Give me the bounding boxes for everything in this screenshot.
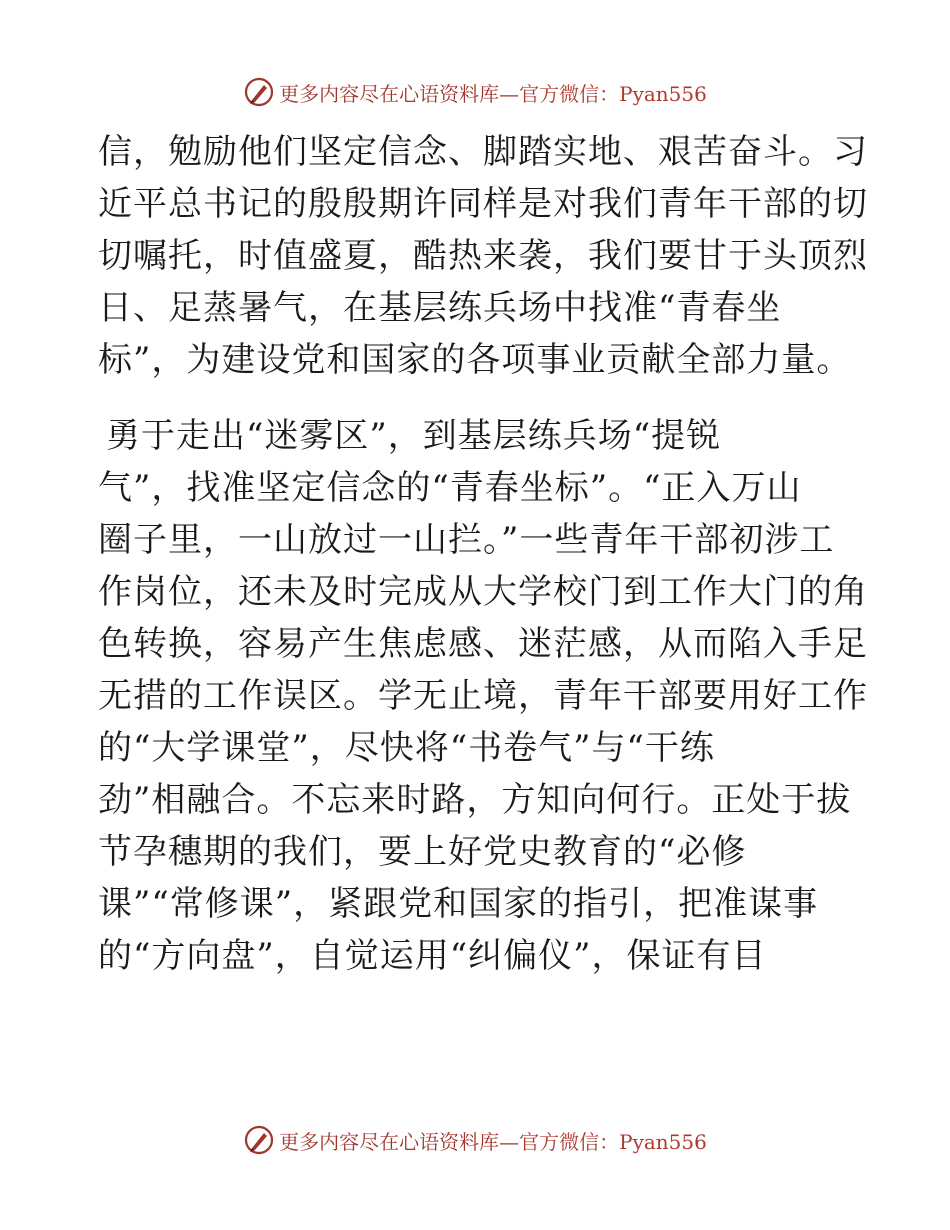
banner-site-text: 更多内容尽在心语资料库 [279, 1129, 500, 1154]
banner-wechat-text: 官方微信：Pyan556 [519, 81, 707, 106]
text-line: 色转换，容易产生焦虑感、迷茫感，从而陷入手足 [98, 624, 868, 664]
document-body [98, 126, 868, 982]
text-line: 气”，找准坚定信念的“青春坐标”。“正入万山 [98, 468, 802, 508]
text-line: 信，勉励他们坚定信念、脚踏实地、艰苦奋斗。习 [98, 132, 868, 172]
text-line: 的“大学课堂”，尽快将“书卷气”与“干练 [98, 728, 715, 768]
banner-text [279, 1126, 707, 1155]
paragraph-gap [98, 386, 858, 410]
paragraph-1 [98, 126, 868, 386]
text-line: 勇于走出“迷雾区”，到基层练兵场“提锐 [106, 416, 722, 456]
header-banner [0, 72, 950, 112]
text-line: 课”“常修课”，紧跟党和国家的指引，把准谋事 [98, 884, 819, 924]
red-pen-logo-icon [243, 1124, 275, 1156]
text-line: 节孕穗期的我们，要上好党史教育的“必修 [98, 832, 747, 872]
text-line: 作岗位，还未及时完成从大学校门到工作大门的角 [98, 572, 868, 612]
text-line: 标”，为建设党和国家的各项事业贡献全部力量。 [98, 340, 852, 380]
text-line: 日、足蒸暑气，在基层练兵场中找准“青春坐 [98, 288, 782, 328]
text-line: 劲”相融合。不忘来时路，方知向何行。正处于拔 [98, 780, 852, 820]
banner-separator: — [499, 1129, 520, 1154]
red-pen-logo-icon [243, 76, 275, 108]
text-line: 的“方向盘”，自觉运用“纠偏仪”，保证有目 [98, 936, 767, 976]
paragraph-2 [98, 410, 868, 982]
banner-text [279, 78, 707, 107]
banner-separator: — [499, 81, 520, 106]
footer-banner [0, 1120, 950, 1160]
banner-site-text: 更多内容尽在心语资料库 [279, 81, 500, 106]
text-line: 近平总书记的殷殷期许同样是对我们青年干部的切 [98, 184, 868, 224]
text-line: 无措的工作误区。学无止境，青年干部要用好工作 [98, 676, 868, 716]
text-line: 切嘱托，时值盛夏，酷热来袭，我们要甘于头顶烈 [98, 236, 868, 276]
banner-wechat-text: 官方微信：Pyan556 [519, 1129, 707, 1154]
text-line: 圈子里，一山放过一山拦。”一些青年干部初涉工 [98, 520, 835, 560]
